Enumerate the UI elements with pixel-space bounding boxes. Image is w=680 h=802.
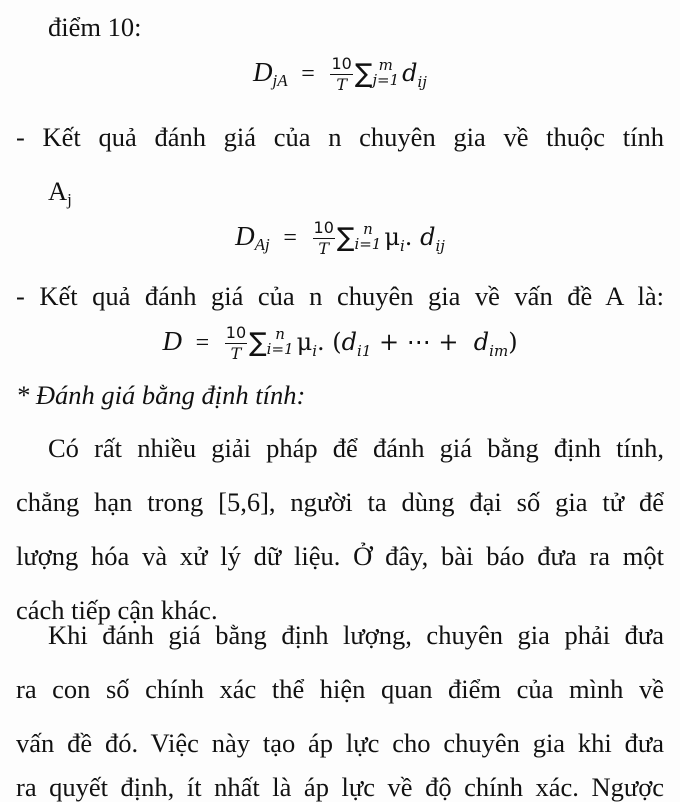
fraction-10-over-T: $\frac{10}{T}$ xyxy=(225,323,247,363)
fraction-10-over-T: $\frac{10}{T}$ xyxy=(313,218,334,258)
section-heading-dinh-tinh: * Đánh giá bằng định tính: xyxy=(16,380,306,410)
paragraph-1-line-1: Có rất nhiều giải pháp để đánh giá bằng định tính, xyxy=(48,433,664,463)
text-line-ket-qua-van-de: - Kết quả đánh giá của n chuyên gia về vấn đề A là: xyxy=(16,281,664,311)
formula-DjA: $D_{jA}$ = $\frac{10}{T}$ ∑ m j=1 $d_{ij}$ xyxy=(253,54,427,94)
paragraph-1-line-3: lượng hóa và xử lý dữ liệu. Ở đây, bài báo đưa ra một xyxy=(16,541,664,571)
paragraph-2-line-3: vấn đề đó. Việc này tạo áp lực cho chuyên gia khi đưa xyxy=(16,728,664,758)
text-line-ket-qua-thuoc-tinh: - Kết quả đánh giá của n chuyên gia về thuộc tính xyxy=(16,122,664,152)
fraction-10-over-T: $\frac{10}{T}$ xyxy=(331,54,352,94)
formula-D-total: D = $\frac{10}{T}$ ∑ n i=1 $\mu_i$. ($d_{i1}$ + ⋯ + $d_{im}$) xyxy=(162,323,518,363)
paragraph-1-line-2: chẳng hạn trong [5,6], người ta dùng đại số gia tử để xyxy=(16,487,664,517)
paragraph-2-line-1: Khi đánh giá bằng định lượng, chuyên gia phải đưa xyxy=(48,620,664,650)
sigma-symbol: ∑ xyxy=(249,328,267,359)
paragraph-2-line-4: ra quyết định, ít nhất là áp lực về độ chính xác. Ngược xyxy=(16,772,664,802)
formula-DAj: $D_{Aj}$ = $\frac{10}{T}$ ∑ n i=1 $\mu_i$. $d_{ij}$ xyxy=(235,218,445,258)
sigma-symbol: ∑ xyxy=(336,223,355,254)
paragraph-1-line-4: cách tiếp cận khác. xyxy=(16,595,218,625)
paragraph-2-line-2: ra con số chính xác thể hiện quan điểm của mình về xyxy=(16,674,664,704)
sigma-symbol: ∑ xyxy=(354,59,373,90)
text-line-diem-10: điểm 10: xyxy=(48,12,142,42)
text-line-Aj: Aj xyxy=(48,176,72,209)
